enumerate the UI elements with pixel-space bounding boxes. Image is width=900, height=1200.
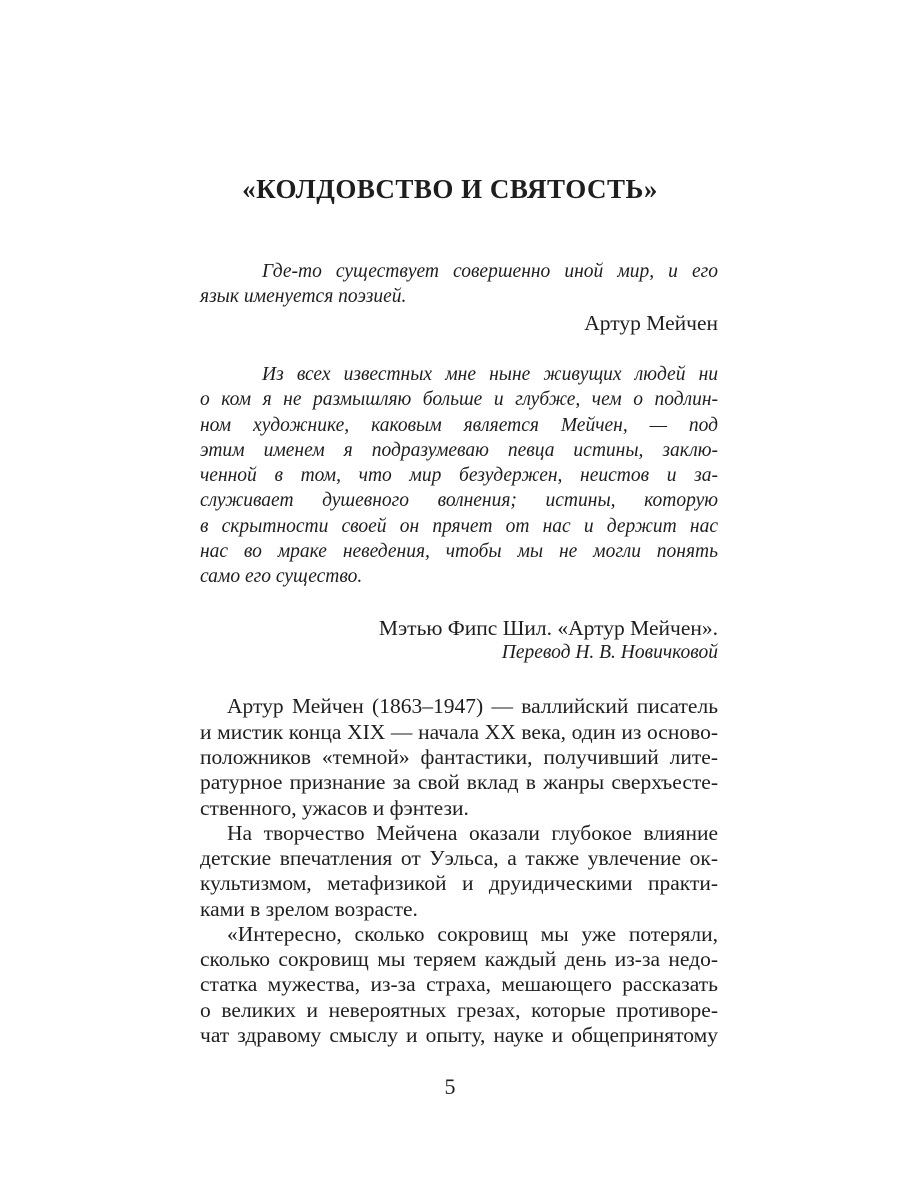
epigraph-translation: Перевод Н. В. Новичковой xyxy=(501,642,718,663)
epigraph-line: Из всех известных мне ныне живущих людей ни xyxy=(262,364,718,385)
epigraph-line: этим именем я подразумеваю певца истины, заклю- xyxy=(200,440,718,461)
epigraph-line: в скрытности своей он прячет от нас и держит нас xyxy=(200,516,718,537)
epigraph-line: нас во мраке неведения, чтобы мы не могли понять xyxy=(200,541,718,562)
chapter-title: «КОЛДОВСТВО И СВЯТОСТЬ» xyxy=(242,174,658,204)
body-line: чат здравому смыслу и опыту, науке и общепринятому xyxy=(200,1023,718,1047)
epigraph-line: служивает душевного волнения; истины, которую xyxy=(200,490,718,511)
epigraph-author: Артур Мейчен xyxy=(584,311,718,335)
epigraph-line: Где-то существует совершенно иной мир, и его xyxy=(262,261,718,282)
body-line: положников «темной» фантастики, получивший лите- xyxy=(200,745,718,769)
body-line: статка мужества, из-за страха, мешающего рассказать xyxy=(200,972,718,996)
epigraph-line: ченной в том, что мир безудержен, неистов и за- xyxy=(200,465,718,486)
body-line: Артур Мейчен (1863–1947) — валлийский писатель xyxy=(227,694,718,718)
epigraph-line: о ком я не размышляю больше и глубже, чем о подлин- xyxy=(200,389,718,410)
body-line: На творчество Мейчена оказали глубокое влияние xyxy=(227,821,718,845)
body-line: детские впечатления от Уэльса, а также увлечение ок- xyxy=(200,846,718,870)
page-number: 5 xyxy=(444,1074,456,1099)
epigraph-line: ном художнике, каковым является Мейчен, — под xyxy=(200,415,718,436)
body-line: «Интересно, сколько сокровищ мы уже потеряли, xyxy=(227,922,718,946)
body-line: ратурное признание за свой вклад в жанры сверхъесте- xyxy=(200,770,718,794)
body-line: ственного, ужасов и фэнтези. xyxy=(200,796,469,820)
body-line: и мистик конца XIX — начала XX века, один из осново- xyxy=(200,720,718,744)
body-line: культизмом, метафизикой и друидическими практи- xyxy=(200,871,718,895)
epigraph-line: само его существо. xyxy=(200,566,363,587)
body-line: сколько сокровищ мы теряем каждый день из-за недо- xyxy=(200,947,718,971)
body-line: о великих и невероятных грезах, которые противоре- xyxy=(200,998,718,1022)
epigraph-line: язык именуется поэзией. xyxy=(200,286,407,307)
body-line: ками в зрелом возрасте. xyxy=(200,897,418,921)
epigraph-attribution: Мэтью Фипс Шил. «Артур Мейчен». xyxy=(378,616,718,640)
